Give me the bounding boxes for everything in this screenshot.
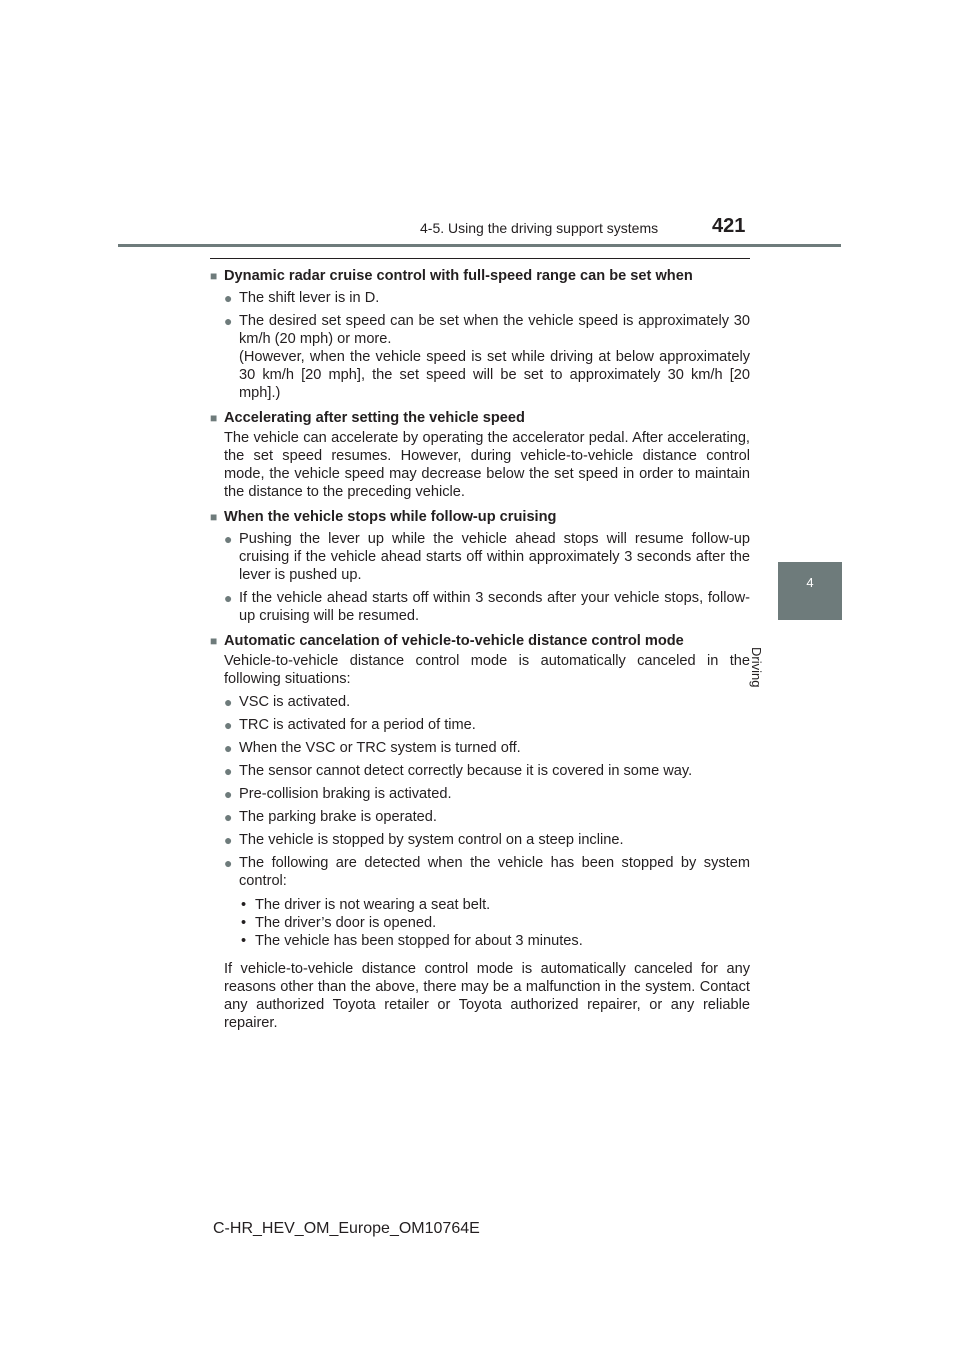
section-set-conditions [210, 267, 750, 402]
bullet-icon: ● [224, 786, 233, 802]
section-text: The vehicle can accelerate by operating the accelerator pedal. After accelerating, the set speed resumes. However, during vehicle-to-vehicle distance control mode, the vehicle speed may decrease below the set speed in order to maintain the distance to the preceding vehicle. [224, 430, 750, 500]
sub-list-item: • The vehicle has been stopped for about 3 minutes. [241, 933, 583, 949]
section-heading: When the vehicle stops while follow-up cruising [224, 509, 557, 525]
section-intro: Vehicle-to-vehicle distance control mode is automatically canceled in the following situations: [224, 653, 750, 687]
header-rule [118, 244, 841, 247]
list-item: ● Pushing the lever up while the vehicle ahead stops will resume follow-up cruising if the vehicle ahead starts off within approximately 3 seconds after the lever is pushed up. [210, 530, 750, 584]
list-item: ● TRC is activated for a period of time. [210, 716, 750, 734]
list-item: ● The shift lever is in D. [210, 289, 750, 307]
closing-paragraph: If vehicle-to-vehicle distance control mode is automatically canceled for any reasons other than the above, there may be a malfunction in the system. Contact any authorized Toyota retailer or Toyota authorized repairer, or any reliable repairer. [224, 961, 750, 1031]
bullet-icon: ● [224, 590, 233, 606]
list-item: ● Pre-collision braking is activated. [210, 785, 750, 803]
document-code: C-HR_HEV_OM_Europe_OM10764E [213, 1220, 480, 1237]
page-content [210, 258, 750, 1032]
section-auto-cancel [210, 632, 750, 1032]
sub-list-item: • The driver is not wearing a seat belt. [241, 897, 491, 913]
list-item: ● When the VSC or TRC system is turned off. [210, 739, 750, 757]
list-item: ● The following are detected when the vehicle has been stopped by system control: [210, 854, 750, 890]
bullet-icon: ● [224, 809, 233, 825]
section-accelerating [210, 409, 750, 501]
section-heading: Automatic cancelation of vehicle-to-vehicle distance control mode [224, 633, 684, 649]
chapter-tab [778, 562, 842, 620]
section-marker-icon: ■ [210, 269, 218, 283]
section-marker-icon: ■ [210, 634, 218, 648]
sub-bullet-icon: • [241, 915, 247, 931]
sub-bullet-icon: • [241, 897, 247, 913]
list-item: ● The sensor cannot detect correctly because it is covered in some way. [210, 762, 750, 780]
section-follow-up-stop [210, 508, 750, 625]
bullet-icon: ● [224, 717, 233, 733]
bullet-icon: ● [224, 290, 233, 306]
bullet-icon: ● [224, 740, 233, 756]
section-marker-icon: ■ [210, 411, 218, 425]
bullet-icon: ● [224, 763, 233, 779]
section-title: 4-5. Using the driving support systems [420, 220, 659, 236]
sub-list-item: • The driver’s door is opened. [241, 915, 437, 931]
bullet-icon: ● [224, 832, 233, 848]
chapter-number: 4 [806, 575, 814, 590]
list-item: ● The desired set speed can be set when the vehicle speed is approximately 30 km/h (20 mph) or more. (However, when the vehicle speed is set while driving at below approximately 30 km/h [20 mph], the set speed will be set to approximately 30 km/h [20 mph].) [210, 312, 750, 402]
list-item: ● The parking brake is operated. [210, 808, 750, 826]
list-item: ● The vehicle is stopped by system control on a steep incline. [210, 831, 750, 849]
chapter-label: Driving [749, 647, 764, 688]
page-number: 421 [712, 215, 746, 237]
section-heading: Accelerating after setting the vehicle speed [224, 410, 525, 426]
list-item: ● VSC is activated. [210, 693, 750, 711]
section-marker-icon: ■ [210, 510, 218, 524]
section-heading: Dynamic radar cruise control with full-speed range can be set when [224, 268, 693, 284]
bullet-icon: ● [224, 531, 233, 547]
list-item: ● If the vehicle ahead starts off within 3 seconds after your vehicle stops, follow-up cruising will be resumed. [210, 589, 750, 625]
sub-list [239, 896, 750, 950]
bullet-icon: ● [224, 855, 233, 871]
bullet-icon: ● [224, 313, 233, 329]
bullet-icon: ● [224, 694, 233, 710]
sub-bullet-icon: • [241, 933, 247, 949]
